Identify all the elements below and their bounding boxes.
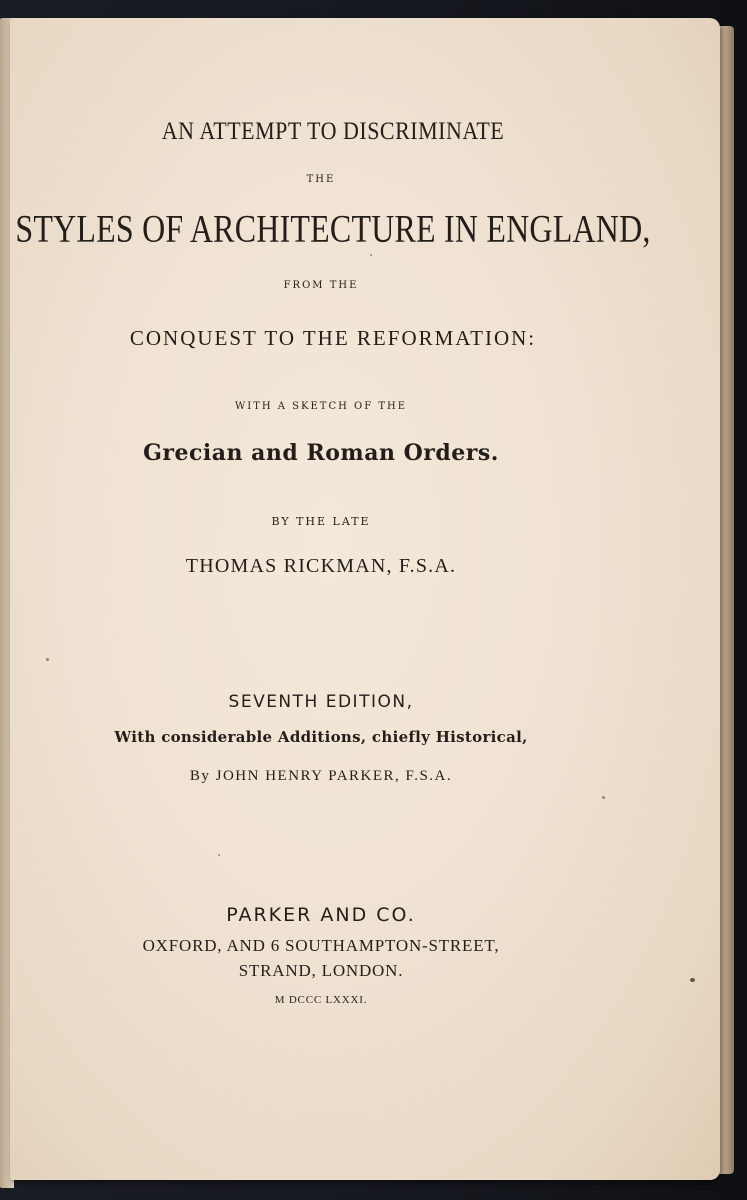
publication-year: M DCCC LXXXI. — [274, 994, 368, 1006]
subtitle-intro: WITH A SKETCH OF THE — [234, 401, 408, 412]
publisher-address-1: OXFORD, AND 6 SOUTHAMPTON-STREET, — [142, 936, 500, 955]
paper-speck — [46, 658, 49, 661]
paper-speck — [690, 978, 695, 982]
title-page — [10, 18, 720, 1180]
paper-speck — [602, 796, 605, 799]
by-line: BY THE LATE — [271, 515, 371, 528]
title-line-3: CONQUEST TO THE REFORMATION: — [129, 326, 537, 350]
title-line-1: AN ATTEMPT TO DISCRIMINATE — [161, 116, 505, 145]
subtitle-blackletter: Grecian and Roman Orders. — [143, 440, 499, 466]
paper-speck — [218, 854, 220, 856]
author-name: THOMAS RICKMAN, F.S.A. — [185, 555, 457, 577]
title-line-2: STYLES OF ARCHITECTURE IN ENGLAND, — [15, 205, 651, 250]
publisher-name: PARKER AND CO. — [226, 904, 416, 926]
publisher-address-2: STRAND, LONDON. — [238, 961, 404, 980]
title-from: FROM THE — [283, 280, 359, 291]
editor-line: By JOHN HENRY PARKER, F.S.A. — [189, 768, 453, 784]
edition-additions: With considerable Additions, chiefly Historical, — [114, 728, 528, 746]
title-the: THE — [306, 174, 336, 185]
paper-speck — [370, 254, 372, 256]
edition-label: SEVENTH EDITION, — [228, 692, 414, 712]
